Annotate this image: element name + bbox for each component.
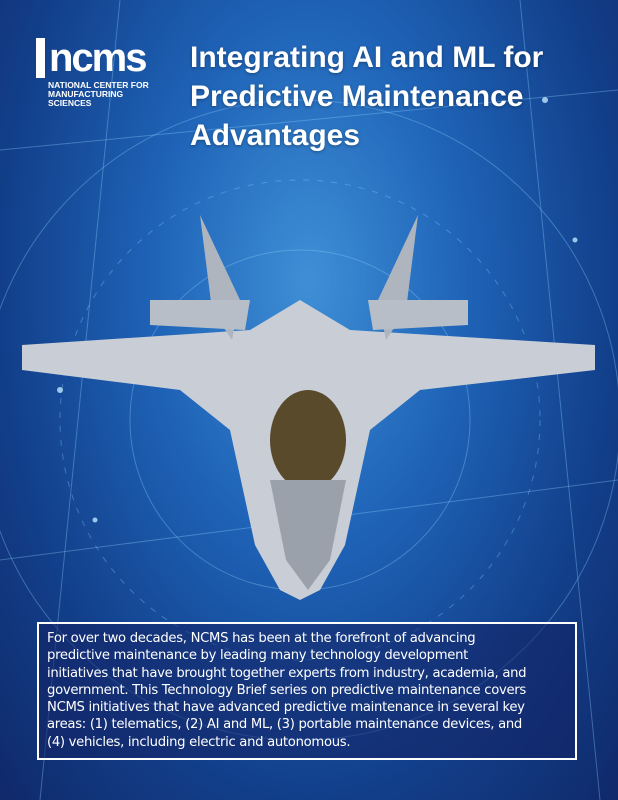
title-line: Predictive Maintenance	[190, 80, 524, 113]
intro-text-box	[37, 622, 577, 760]
intro-line: areas: (1) telematics, (2) AI and ML, (3) portable maintenance devices, and	[47, 717, 522, 733]
intro-line: (4) vehicles, including electric and autonomous.	[47, 734, 351, 750]
intro-line: predictive maintenance by leading many technology development	[47, 648, 469, 664]
title-line: Integrating AI and ML for	[190, 41, 544, 74]
tagline-line: NATIONAL CENTER FOR	[48, 80, 149, 90]
logo-tagline	[36, 81, 166, 108]
intro-line: NCMS initiatives that have advanced predictive maintenance in several key	[47, 700, 525, 716]
jet-silhouette	[22, 215, 595, 600]
document-title	[190, 38, 543, 155]
ncms-logo	[36, 38, 166, 108]
title-line: Advantages	[190, 119, 361, 152]
intro-line: government. This Technology Brief series on predictive maintenance covers	[47, 682, 526, 698]
intro-line: For over two decades, NCMS has been at the forefront of advancing	[47, 631, 476, 646]
logo-mark: ncms	[36, 38, 166, 78]
tagline-line: MANUFACTURING SCIENCES	[48, 89, 124, 108]
intro-line: initiatives that have brought together experts from industry, academia, and	[47, 665, 527, 681]
